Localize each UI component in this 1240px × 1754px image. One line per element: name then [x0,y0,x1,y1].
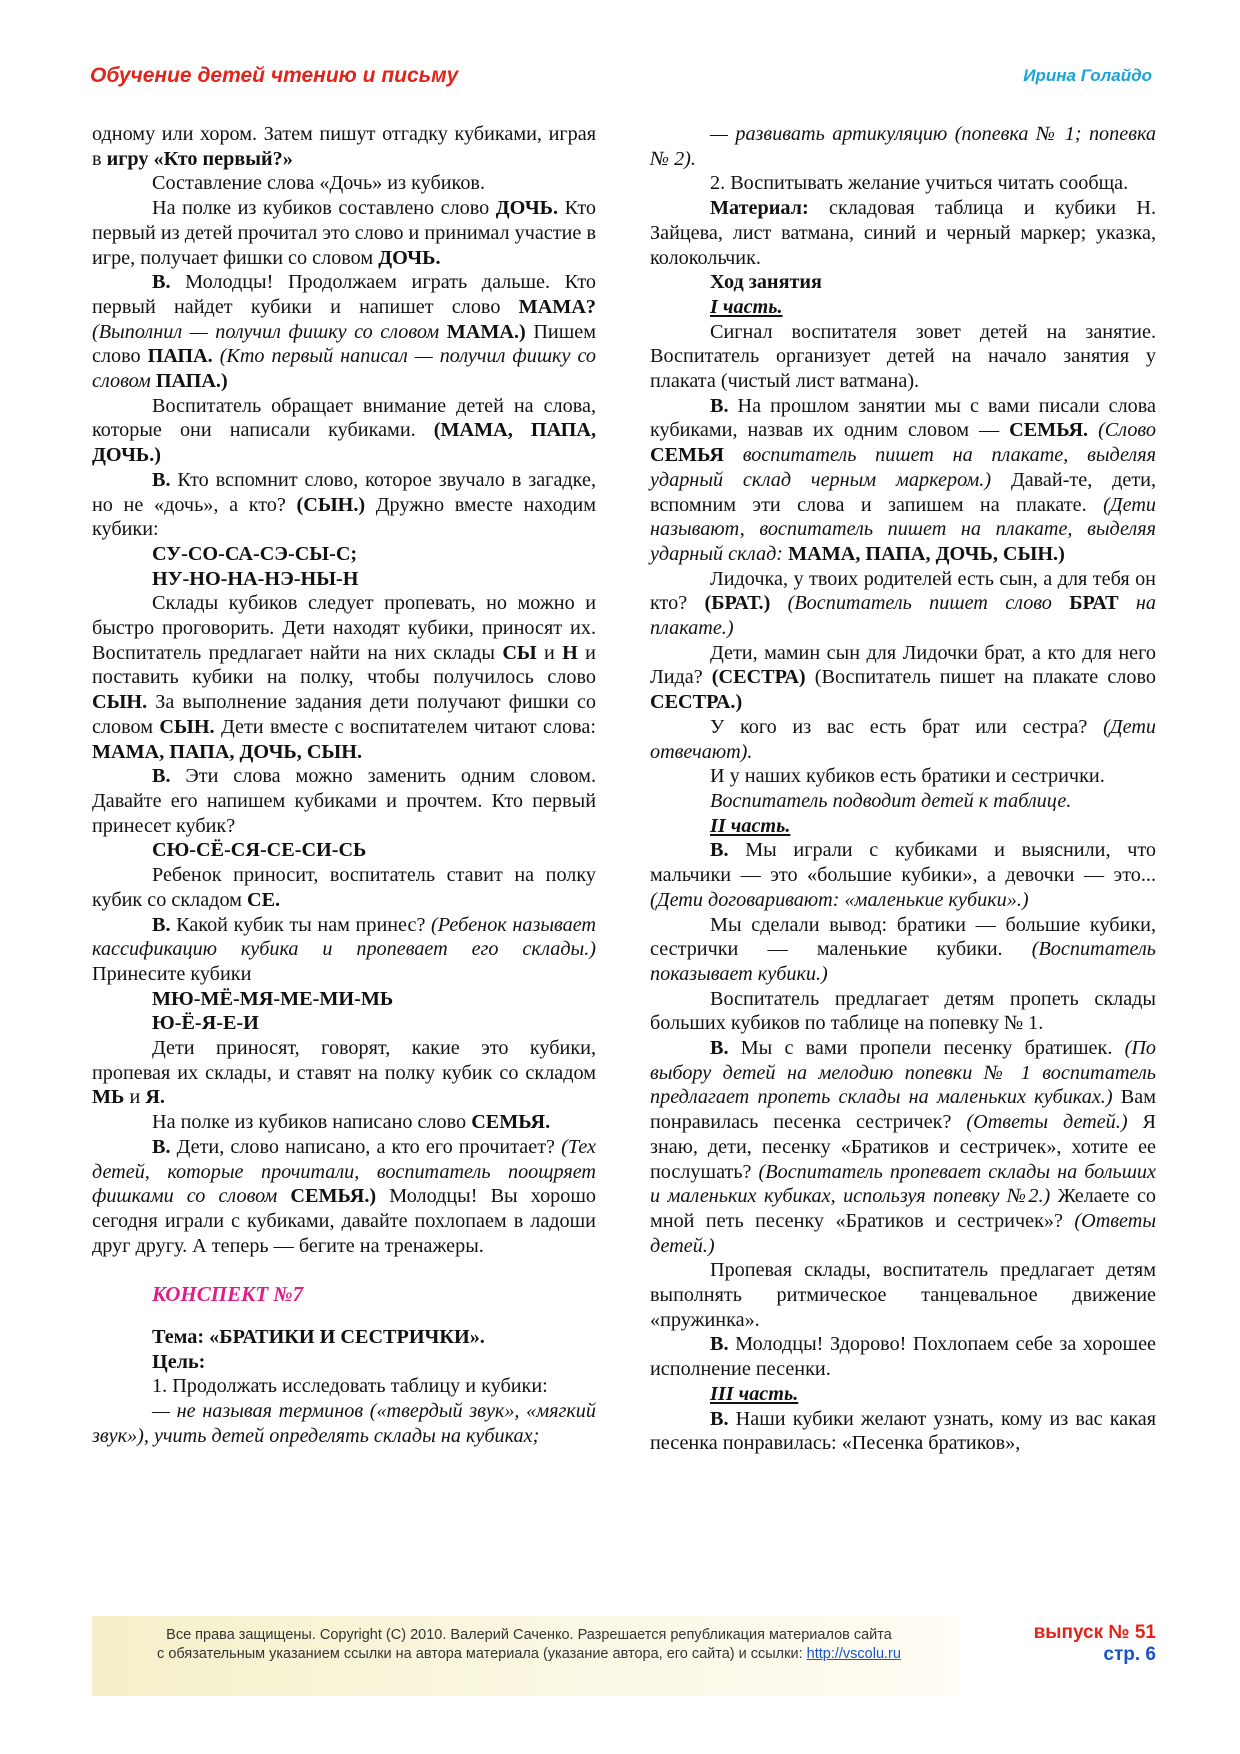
paragraph: В. Мы играли с кубиками и выяснили, что мальчики — это «большие кубики», а девочки — это... (Дети договаривают: «маленькие кубики».) [650,839,1156,911]
paragraph: Сигнал воспитателя зовет детей на занятие. Воспитатель организует детей на начало занятия у плаката (чистый лист ватмана). [650,320,1156,393]
paragraph: В. На прошлом занятии мы с вами писали слова кубиками, назвав их одним словом — СЕМЬЯ. (Слово СЕМЬЯ воспитатель пишет на плакате, выделяя ударный склад черным маркером.) Давай-те, дети, вспомним эти слова и запишем на плакате. (Дети называют, воспитатель пишет на плакате, выделяя ударный склад: МАМА, ПАПА, ДОЧЬ, СЫН.) [650,394,1157,565]
paragraph: Дети, мамин сын для Лидочки брат, а кто для него Лида? (СЕСТРА) (Воспитатель пишет на плакате слово СЕСТРА.) [650,641,1156,714]
paragraph: На полке из кубиков написано слово СЕМЬЯ. [152,1111,551,1134]
paragraph: 1. Продолжать исследовать таблицу и кубики: [152,1375,548,1398]
paragraph: В. Дети, слово написано, а кто его прочитает? (Тех детей, которые прочитали, воспитатель поощряет фишками со словом СЕМЬЯ.) Молодцы! Вы хорошо сегодня играли с кубиками, давайте похлопаем в ладоши друг другу. А теперь — бегите на тренажеры. [92,1135,596,1257]
paragraph: Материал: складовая таблица и кубики Н. Зайцева, лист ватмана, синий и черный маркер; указка, колокольчик. [650,197,1156,269]
part-heading: II часть. [710,814,791,837]
paragraph: 2. Воспитывать желание учиться читать сообща. [710,172,1129,195]
paragraph: В. Эти слова можно заменить одним словом. Давайте его напишем кубиками и прочтем. Кто первый принесет кубик? [92,765,596,837]
tema-line: Тема: «БРАТИКИ И СЕСТРИЧКИ». [152,1326,485,1349]
book-title: Обучение детей чтению и письму [90,64,459,87]
right-column [650,122,1156,1456]
left-column [92,122,596,1449]
part-heading: I часть. [710,295,783,318]
paragraph: Ребенок приносит, воспитатель ставит на полку кубик со складом СЕ. [92,864,596,911]
syllables-line: СЮ-СЁ-СЯ-СЕ-СИ-СЬ [152,839,367,862]
paragraph: В. Молодцы! Продолжаем играть дальше. Кто первый найдет кубики и напишет слово МАМА? (Выполнил — получил фишку со словом МАМА.) Пишем слово ПАПА. (Кто первый написал — получил фишку со словом ПАПА.) [92,271,596,393]
lesson-heading: Ход занятия [710,271,822,294]
page-footer [92,1616,1156,1696]
syllables-line: МЮ-МЁ-МЯ-МЕ-МИ-МЬ [152,987,394,1010]
part-heading: III часть. [710,1382,799,1405]
paragraph: В. Кто вспомнит слово, которое звучало в загадке, но не «дочь», а кто? (СЫН.) Дружно вместе находим кубики: [92,468,596,541]
goal-heading: Цель: [152,1350,206,1373]
paragraph: И у наших кубиков есть братики и сестрички. [710,765,1105,788]
copyright-notice: Все права защищены. Copyright (C) 2010. Валерий Саченко. Разрешается републикация материалов сайта с обязательным указанием ссылки на автора материала (указание автора, его сайта) и ссылки: http://vscolu.ru [157,1627,901,1662]
syllables-line: НУ-НО-НА-НЭ-НЫ-Н [152,567,359,590]
copyright-box [92,1616,962,1696]
paragraph: У кого из вас есть брат или сестра? (Дети отвечают). [650,715,1156,763]
paragraph: — не называя терминов («твердый звук», «мягкий звук»), учить детей определять склады на кубиках; [92,1400,596,1447]
konspekt-heading: КОНСПЕКТ №7 [152,1282,304,1307]
issue-number: выпуск № 51 [1033,1622,1156,1643]
paragraph: В. Молодцы! Здорово! Похлопаем себе за хорошее исполнение песенки. [650,1333,1156,1381]
paragraph: Воспитатель подводит детей к таблице. [710,789,1072,812]
paragraph: На полке из кубиков составлено слово ДОЧЬ. Кто первый из детей прочитал это слово и принимал участие в игре, получает фишки со словом ДОЧЬ. [92,197,596,269]
paragraph: Склады кубиков следует пропевать, но можно и быстро проговорить. Дети находят кубики, приносят их. Воспитатель предлагает найти на них склады СЫ и Н и поставить кубики на полку, чтобы получилось слово СЫН. За выполнение задания дети получают фишки со словом СЫН. Дети вместе с воспитателем читают слова: МАМА, ПАПА, ДОЧЬ, СЫН. [92,592,596,763]
paragraph: Воспитатель обращает внимание детей на слова, которые они написали кубиками. (МАМА, ПАПА, ДОЧЬ.) [92,394,596,467]
paragraph: одному или хором. Затем пишут отгадку кубиками, играя в игру «Кто первый?» [92,123,596,170]
paragraph: Дети приносят, говорят, какие это кубики, пропевая их склады, и ставят на полку кубик со складом МЬ и Я. [92,1037,596,1109]
syllables-line: СУ-СО-СА-СЭ-СЫ-С; [152,542,358,565]
paragraph: Лидочка, у твоих родителей есть сын, а для тебя он кто? (БРАТ.) (Воспитатель пишет слово БРАТ на плакате.) [650,567,1156,640]
paragraph: Пропевая склады, воспитатель предлагает детям выполнять ритмическое танцевальное движение «пружинка». [650,1259,1156,1331]
page-number: стр. 6 [1103,1644,1156,1665]
paragraph: Составление слова «Дочь» из кубиков. [152,172,486,195]
paragraph: В. Мы с вами пропели песенку братишек. (По выбору детей на мелодию попевки № 1 воспитатель предлагает пропеть склады на маленьких кубиках.) Вам понравилась песенка сестричек? (Ответы детей.) Я знаю, дети, песенку «Братиков и сестричек», хотите ее послушать? (Воспитатель пропевает склады на больших и маленьких кубиках, используя попевку №2.) Желаете со мной петь песенку «Братиков и сестричек»? (Ответы детей.) [650,1037,1156,1257]
site-link[interactable]: http://vscolu.ru [806,1646,901,1662]
page-header [90,64,1152,98]
syllables-line: Ю-Ё-Я-Е-И [152,1012,259,1035]
paragraph: — развивать артикуляцию (попевка № 1; попевка № 2). [650,123,1156,170]
paragraph: В. Какой кубик ты нам принес? (Ребенок называет кассификацию кубика и пропевает его склады.) Принесите кубики [92,913,596,985]
author-name: Ирина Голайдо [1023,66,1152,85]
paragraph: Воспитатель предлагает детям пропеть склады больших кубиков по таблице на попевку № 1. [650,987,1156,1035]
paragraph: В. Наши кубики желают узнать, кому из вас какая песенка понравилась: «Песенка братиков», [650,1407,1156,1455]
paragraph: Мы сделали вывод: братики — большие кубики, сестрички — маленькие кубики. (Воспитатель показывает кубики.) [650,913,1156,985]
